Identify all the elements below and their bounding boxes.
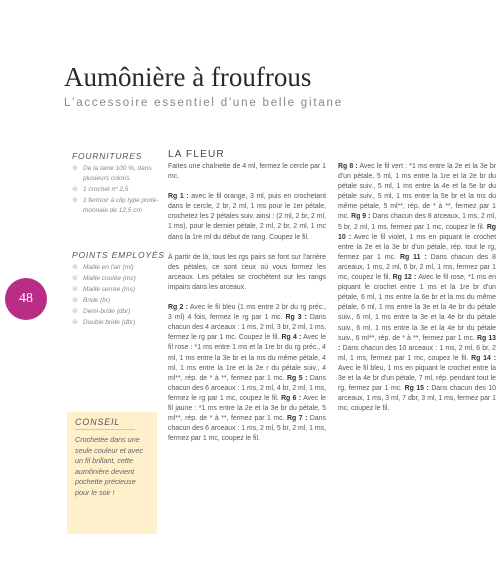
bullet-icon: ⊛ (72, 275, 78, 282)
instruction-text: Avec le fil jaune : *1 ms entre la 2e et la 3e br du pétale, 5 ml**, rép. de * à **, fermez par 1 mc. (168, 394, 326, 423)
point-item-text: Demi-bride (dbr) (83, 308, 131, 315)
instruction-paragraph (168, 253, 326, 293)
instruction-text: Dans chacun des 10 arceaux, 1 ms, 3 ml, 7 dbr, 3 ml, 1 ms, fermez par 1 mc, coupez le fil. (338, 385, 496, 413)
point-item-text: Maille en l'air (ml) (83, 264, 134, 271)
conseil-box (67, 412, 157, 534)
point-item (72, 318, 167, 328)
row-label: Rg 7 : (287, 415, 308, 423)
instruction-text: avec le fil orange, 3 ml, puis en crochetant dans le cercle, 2 br, 2 ml, 1 ms pour le 1er pétale, crochetez les 2 pétales suiv. ainsi : (2 ml, 2 br, 2 ml, 1 ms), pour le dernier pétale, 2 ml, 2 br, 2 ml, 1 mc dans la 1re ml du début de rang. Coupez le fil. (168, 193, 326, 241)
fournitures-heading: FOURNITURES (72, 151, 143, 161)
bullet-icon: ⊛ (72, 286, 78, 293)
row-label: Rg 9 : (351, 213, 371, 221)
row-label: Rg 10 : (338, 223, 496, 241)
bullet-icon: ⊛ (72, 297, 78, 304)
point-item-text: Double bride (dbr) (83, 319, 136, 326)
row-label: Rg 13 : (338, 334, 496, 352)
fourniture-item-text: 1 crochet nº 2,5 (83, 186, 129, 193)
instruction-text: Faites une chaînette de 4 ml, fermez le cercle par 1 mc. (168, 163, 326, 181)
instruction-text: Dans chacun des 8 arceaux, 1 ms, 2 ml, 5 br, 2 ml, 1 ms, fermez par 1 mc, coupez le fil. (338, 213, 497, 231)
point-item (72, 274, 167, 284)
instruction-text: Avec le fil bleu, 1 ms en piquant le crochet entre la 3e et la 4e br d'un pétale, 7 ml, rép. pendant tout le rg, fermez par 1 mc. (338, 364, 496, 393)
row-label: Rg 14 : (471, 354, 496, 362)
fourniture-item (72, 185, 167, 195)
row-label: Rg 12 : (392, 274, 417, 282)
conseil-text: Crochetée dans une seule couleur et avec un fil brillant, cette aumônière devient pochette précieuse pour le soir ! (75, 435, 143, 497)
point-item (72, 307, 167, 317)
instruction-text: Dans chacun des 4 arceaux : 1 ms, 2 ml, 3 br, 2 ml, 1 ms, fermez le rg par 1 mc. Coupez le fil. (168, 314, 326, 342)
instruction-paragraph (338, 162, 496, 414)
instructions-column-2 (338, 162, 496, 424)
instruction-text: Dans chacun des 6 arceaux : 1 ms, 2 ml, 4 br, 2 ml, 1 ms, fermez le rg par 1 mc, coupez le fil. (168, 374, 326, 402)
instruction-paragraph (168, 162, 326, 182)
instruction-text: Avec le fil violet, 1 ms en piquant le crochet entre la 2e et la 3e br d'un pétale, rép. tout le rg, fermez par 1 mc. (338, 233, 497, 261)
bullet-icon: ⊛ (72, 308, 78, 315)
instruction-text: Dans chacun des 8 arceaux, 1 ms, 2 ml, 6 br, 2 ml, 1 ms, fermez par 1 mc, coupez le fil. (338, 253, 497, 282)
instruction-paragraph (168, 192, 326, 242)
instruction-text: Avec le fil bleu (1 ms entre 2 br du rg préc., 3 ml) 4 fois, fermez le rg par 1 mc. (168, 304, 326, 322)
bullet-icon: ⊛ (72, 165, 78, 172)
row-label: Rg 3 : (285, 314, 307, 322)
fournitures-list (72, 164, 167, 217)
point-item-text: Maille serrée (ms) (83, 286, 136, 293)
point-item (72, 263, 167, 273)
conseil-heading: CONSEIL (75, 417, 135, 430)
bullet-icon: ⊛ (72, 319, 78, 326)
bullet-icon: ⊛ (72, 264, 78, 271)
row-label: Rg 15 : (404, 385, 429, 393)
row-label: Rg 8 : (338, 163, 358, 170)
row-label: Rg 4 : (281, 334, 302, 342)
row-label: Rg 6 : (281, 394, 302, 402)
point-item (72, 285, 167, 295)
row-label: Rg 2 : (168, 304, 188, 312)
page-number-badge: 48 (5, 278, 47, 320)
point-item-text: Maille coulée (mc) (83, 275, 136, 282)
row-label: Rg 11 : (399, 253, 427, 261)
fourniture-item-text: De la laine 100 %, dans plusieurs coloris (83, 165, 152, 182)
fleur-heading: LA FLEUR (168, 149, 225, 160)
fourniture-item (72, 196, 167, 216)
fourniture-item-text: 1 fermoir à clip type porte-monnaie de 12,5 cm (83, 197, 159, 214)
row-label: Rg 1 : (168, 193, 189, 201)
page-title: Aumônière à froufrous (64, 62, 312, 92)
instruction-text: Dans chacun des 6 arceaux : 1 ms, 2 ml, 5 br, 2 ml, 1 ms, fermez par 1 mc, coupez le fil. (168, 415, 326, 443)
point-item (72, 296, 167, 306)
instruction-paragraph (168, 303, 326, 444)
point-item-text: Bride (br) (83, 297, 111, 304)
instruction-text: Avec le fil vert : *1 ms entre la 2e et la 3e br d'un pétale, 5 ml, 1 ms entre la 1re et la 2e br du pétale suiv., 5 ml, 1 ms entre la 4e et la 5e br du pétale suiv., 5 ml, 1 ms entre la 5e br et la ms du même pétale, 5 ml**, rép. de * à **, fermez par 1 mc. (338, 163, 496, 221)
points-list (72, 263, 167, 329)
bullet-icon: ⊛ (72, 186, 78, 193)
instruction-text: Avec le fil rose : *1 ms entre 1 ms et la 1re br du rg préc., 4 ml, 1 ms entre la 3e br et la ms du même pétale, 4 ml, 1 ms entre la 1re et la 2e r du pétale suiv., 4 ml**, rép. de * à **, fermez par 1 mc. (168, 334, 326, 382)
instruction-text: À partir de là, tous les rgs pairs se font sur l'arrière des pétales, ce sont ceux où vous formez les arceaux. Les pétales se crochètent sur les rangs impairs dans les arceaux. (168, 253, 326, 291)
page-subtitle: L'accessoire essentiel d'une belle gitane (64, 97, 343, 109)
bullet-icon: ⊛ (72, 197, 78, 204)
instructions-column-1 (168, 162, 326, 454)
instruction-text: Avec le fil rose, *1 ms en piquant le crochet entre 1 ms et la 1re br d'un pétale, 6 ml, 1 ms entre la 6e br et la ms du même pétale, 6 ml, 1 ms entre la 3e et la 4e br du pétale suiv., 6 ml, 1 ms entre la 3e et la 4e br du pétale suiv., 6 ml, 1 ms entre la 3e et la 4e br du pétale suiv., 6 ml**, rép. de * à **, fermez par 1 mc. (338, 274, 496, 342)
fourniture-item (72, 164, 167, 184)
points-heading: POINTS EMPLOYÉS (72, 250, 165, 260)
instruction-text: Dans chacun des 10 arceaux : 1 ms, 2 ml, 6 br, 2 ml, 1 ms, fermez par 1 mc, coupez le fil. (338, 344, 496, 362)
row-label: Rg 5 : (287, 374, 308, 382)
